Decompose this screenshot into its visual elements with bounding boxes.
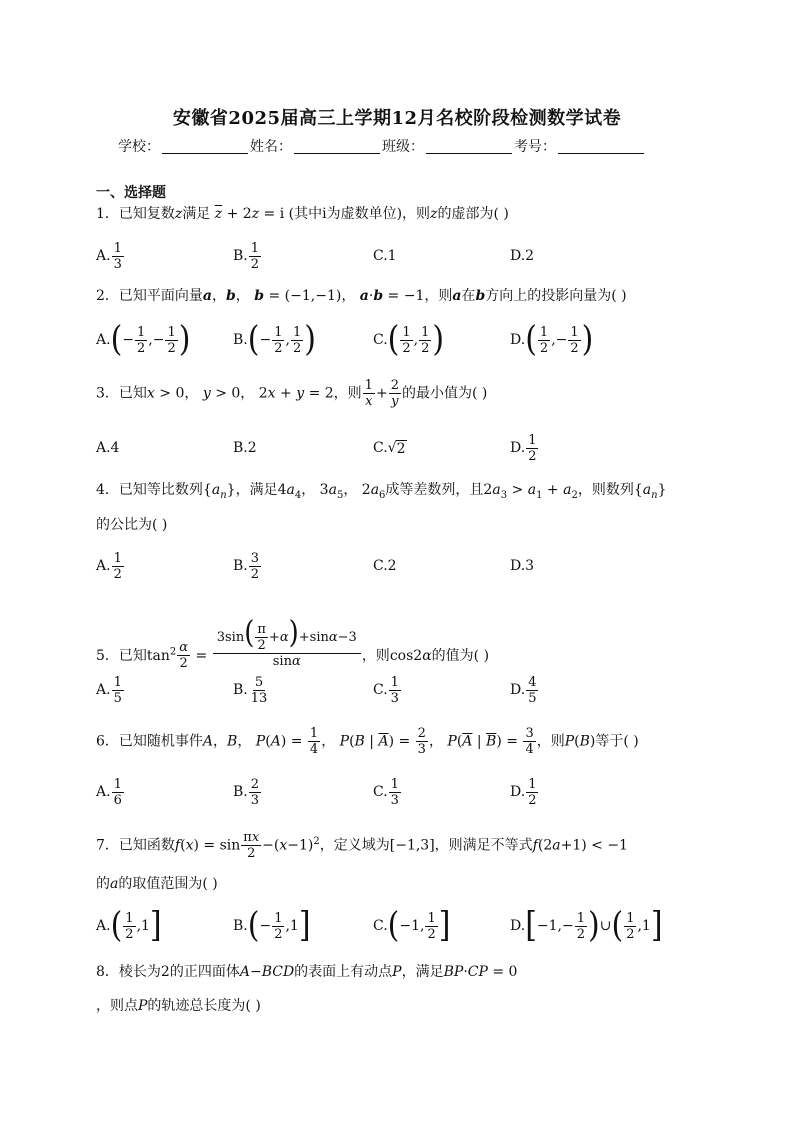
section-heading: 一、选择题 [96, 185, 166, 201]
option-2d[interactable]: D. ( $\frac{1}{2}$ ,− $\frac{1}{2}$ ) [510, 319, 594, 360]
option-5b[interactable]: B. $\frac{5}{13}$ [233, 674, 268, 706]
options-5 [96, 670, 716, 710]
option-5d[interactable]: D. $\frac{4}{5}$ [510, 674, 537, 706]
class-blank[interactable] [426, 139, 512, 154]
option-5c[interactable]: C. $\frac{1}{3}$ [373, 674, 399, 706]
options-2 [96, 320, 716, 360]
question-1: 1．已知复数z满足 $\overline{z} + 2z = i$ (其中i为虚数单位)，则z的虚部为( ) [96, 206, 509, 222]
options-7 [96, 906, 716, 946]
option-3a[interactable]: A.4 [96, 440, 120, 456]
option-1c[interactable]: C.1 [373, 248, 397, 264]
option-6a[interactable]: A. $\frac{1}{6}$ [96, 776, 122, 808]
name-label: 姓名： [250, 139, 292, 155]
student-info-row [118, 136, 718, 156]
option-6b[interactable]: B. $\frac{2}{3}$ [233, 776, 260, 808]
option-7a[interactable]: A. ( $\frac{1}{2}$ ,1 ] [96, 905, 162, 946]
class-label: 班级： [382, 139, 424, 155]
option-3d[interactable]: D. $\frac{1}{2}$ [510, 432, 537, 464]
option-1b[interactable]: B. $\frac{1}{2}$ [233, 240, 260, 272]
question-4-cont: 的公比为( ) [96, 517, 168, 533]
name-blank[interactable] [294, 139, 380, 154]
question-5: 5．已知$\tan^2$ $\frac{\alpha}{2}$ = 3sin( $\frac{\pi}{2}$ +α)+sinα−3 sinα ，则cos2α的值为( ) [96, 615, 490, 671]
number-blank[interactable] [558, 139, 644, 154]
option-4b[interactable]: B. $\frac{3}{2}$ [233, 550, 260, 582]
option-2c[interactable]: C. ( $\frac{1}{2}$ , $\frac{1}{2}$ ) [373, 319, 445, 360]
options-4 [96, 546, 716, 586]
option-3b[interactable]: B.2 [233, 440, 257, 456]
question-7: 7．已知函数f(x) = sin $\frac{\pi x}{2}$ $-(x-1)^2$，定义域为[−1,3]，则满足不等式f(2a+1) < −1 [96, 830, 628, 861]
option-2b[interactable]: B. ( − $\frac{1}{2}$ , $\frac{1}{2}$ ) [233, 319, 316, 360]
question-4: 4．已知等比数列$\{a_n\}$，满足$4a_4$， $3a_5$， $2a_6$成等差数列，且$2a_3 > a_1 + a_2$，则数列$\{a_n\}$ [96, 482, 667, 501]
option-4a[interactable]: A. $\frac{1}{2}$ [96, 550, 122, 582]
question-3: 3．已知x > 0， y > 0， 2x + y = 2，则 $\frac{1}{x}$ + $\frac{2}{y}$ 的最小值为( ) [96, 378, 488, 409]
option-7d[interactable]: D. [ −1,− $\frac{1}{2}$ ) ∪ ( $\frac{1}{2}$ ,1 ] [510, 905, 663, 946]
question-7-cont: 的a的取值范围为( ) [96, 876, 218, 892]
options-3 [96, 428, 716, 468]
question-8: 8．棱长为2的正四面体A−BCD的表面上有动点P，满足BP·CP = 0 [96, 964, 518, 980]
option-1a[interactable]: A. $\frac{1}{3}$ [96, 240, 122, 272]
school-blank[interactable] [162, 139, 248, 154]
option-7c[interactable]: C. ( −1, $\frac{1}{2}$ ] [373, 905, 451, 946]
option-3c[interactable]: C. √ 2 [373, 440, 406, 457]
question-2: 2．已知平面向量a，b， b = (−1,−1)， a·b = −1，则a在b方向上的投影向量为( ) [96, 288, 627, 304]
options-1 [96, 236, 716, 276]
option-7b[interactable]: B. ( − $\frac{1}{2}$ ,1 ] [233, 905, 311, 946]
options-6 [96, 772, 716, 812]
option-4d[interactable]: D.3 [510, 558, 535, 574]
option-2a[interactable]: A. ( − $\frac{1}{2}$ ,− $\frac{1}{2}$ ) [96, 319, 191, 360]
option-1d[interactable]: D.2 [510, 248, 535, 264]
question-6: 6．已知随机事件A，B， P(A) = $\frac{1}{4}$ ， P(B | $\overline{A}$) = $\frac{2}{3}$ ， $P(\overline{A}$ | $\overline{B}$) = $\frac{3}{4}$ ，则P(B)等于( ) [96, 726, 639, 757]
number-label: 考号： [514, 139, 556, 155]
option-5a[interactable]: A. $\frac{1}{5}$ [96, 674, 122, 706]
option-6d[interactable]: D. $\frac{1}{2}$ [510, 776, 537, 808]
option-6c[interactable]: C. $\frac{1}{3}$ [373, 776, 399, 808]
school-label: 学校： [118, 139, 160, 155]
page-title: 安徽省2025届高三上学期12月名校阶段检测数学试卷 [172, 108, 622, 129]
question-8-cont: ，则点P的轨迹总长度为( ) [96, 998, 261, 1014]
option-4c[interactable]: C.2 [373, 558, 397, 574]
